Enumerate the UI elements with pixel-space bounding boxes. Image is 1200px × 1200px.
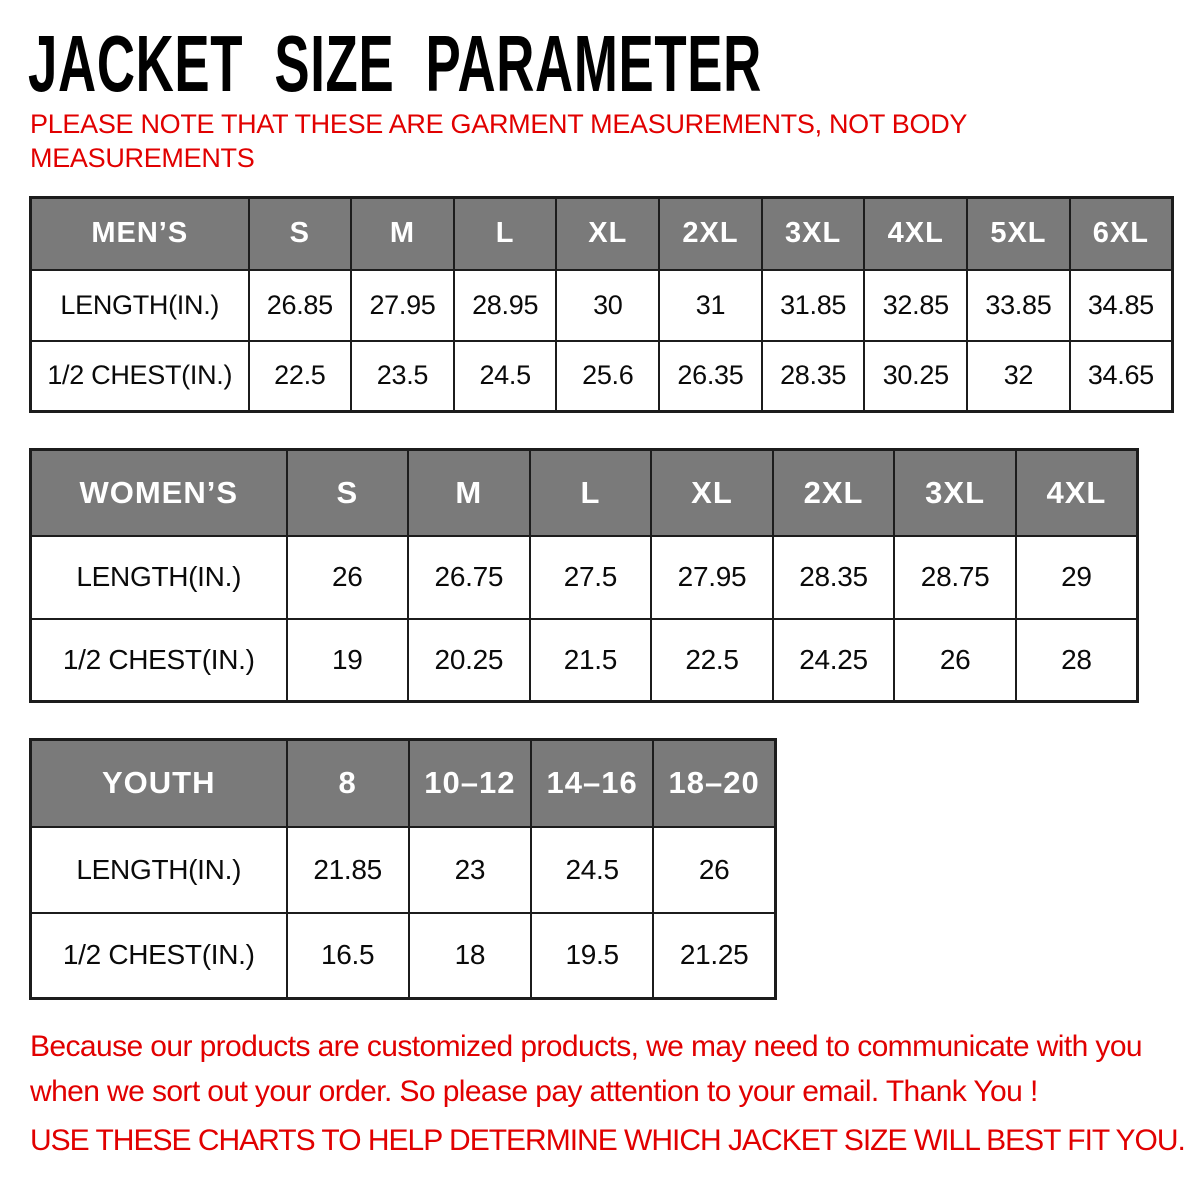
value-cell: 30.25: [864, 341, 967, 412]
value-cell: 23.5: [351, 341, 454, 412]
garment-measurement-note: [30, 108, 967, 176]
value-cell: 26: [894, 619, 1016, 702]
value-cell: 26: [653, 827, 775, 913]
header-row: [31, 450, 1138, 536]
size-header-cell: 3XL: [762, 198, 865, 270]
note-line-1: PLEASE NOTE THAT THESE ARE GARMENT MEASUREMENTS, NOT BODY: [30, 109, 968, 139]
value-cell: 26.35: [659, 341, 762, 412]
value-cell: 32.85: [864, 270, 967, 341]
size-header-cell: 10–12: [409, 740, 531, 827]
size-header-cell: L: [454, 198, 557, 270]
value-cell: 34.65: [1070, 341, 1173, 412]
notice-line-1: Because our products are customized products, we may need to communicate with you: [30, 1030, 1142, 1063]
value-cell: 21.5: [530, 619, 652, 702]
table-row: [31, 827, 776, 913]
header-row: [31, 740, 776, 827]
size-header-cell: S: [249, 198, 352, 270]
value-cell: 31.85: [762, 270, 865, 341]
value-cell: 24.25: [773, 619, 895, 702]
value-cell: 28.35: [762, 341, 865, 412]
value-cell: 29: [1016, 536, 1138, 619]
size-header-cell: S: [287, 450, 409, 536]
group-header-cell: MEN’S: [31, 198, 249, 270]
table-row: [31, 270, 1173, 341]
value-cell: 18: [409, 913, 531, 999]
value-cell: 19: [287, 619, 409, 702]
row-label-cell: 1/2 CHEST(IN.): [31, 913, 287, 999]
womens-size-table: [29, 448, 1139, 703]
row-label-cell: LENGTH(IN.): [31, 270, 249, 341]
header-row: [31, 198, 1173, 270]
note-line-2: MEASUREMENTS: [30, 142, 255, 173]
page-title: JACKET SIZE PARAMETER: [28, 19, 762, 108]
value-cell: 24.5: [454, 341, 557, 412]
custom-order-notice: [30, 1024, 1142, 1114]
value-cell: 19.5: [531, 913, 653, 999]
row-label-cell: 1/2 CHEST(IN.): [31, 619, 287, 702]
size-header-cell: 8: [287, 740, 409, 827]
value-cell: 34.85: [1070, 270, 1173, 341]
size-header-cell: 5XL: [967, 198, 1070, 270]
youth-size-table: [29, 738, 777, 1000]
value-cell: 26: [287, 536, 409, 619]
size-header-cell: M: [351, 198, 454, 270]
table-row: [31, 913, 776, 999]
size-header-cell: XL: [556, 198, 659, 270]
value-cell: 27.95: [651, 536, 773, 619]
value-cell: 22.5: [249, 341, 352, 412]
value-cell: 27.95: [351, 270, 454, 341]
value-cell: 32: [967, 341, 1070, 412]
size-header-cell: 18–20: [653, 740, 775, 827]
row-label-cell: LENGTH(IN.): [31, 536, 287, 619]
value-cell: 28: [1016, 619, 1138, 702]
value-cell: 24.5: [531, 827, 653, 913]
size-header-cell: L: [530, 450, 652, 536]
value-cell: 28.75: [894, 536, 1016, 619]
size-header-cell: 14–16: [531, 740, 653, 827]
chart-usage-callout: USE THESE CHARTS TO HELP DETERMINE WHICH JACKET SIZE WILL BEST FIT YOU.: [30, 1124, 1185, 1157]
size-header-cell: M: [408, 450, 530, 536]
table-row: [31, 536, 1138, 619]
value-cell: 25.6: [556, 341, 659, 412]
size-header-cell: 6XL: [1070, 198, 1173, 270]
mens-size-table: [29, 196, 1174, 413]
value-cell: 31: [659, 270, 762, 341]
value-cell: 16.5: [287, 913, 409, 999]
value-cell: 28.35: [773, 536, 895, 619]
value-cell: 26.85: [249, 270, 352, 341]
size-header-cell: 3XL: [894, 450, 1016, 536]
value-cell: 23: [409, 827, 531, 913]
group-header-cell: WOMEN’S: [31, 450, 287, 536]
value-cell: 21.25: [653, 913, 775, 999]
size-header-cell: XL: [651, 450, 773, 536]
value-cell: 27.5: [530, 536, 652, 619]
size-header-cell: 2XL: [773, 450, 895, 536]
value-cell: 22.5: [651, 619, 773, 702]
value-cell: 33.85: [967, 270, 1070, 341]
notice-line-2: when we sort out your order. So please pay attention to your email. Thank You !: [30, 1075, 1038, 1108]
group-header-cell: YOUTH: [31, 740, 287, 827]
value-cell: 28.95: [454, 270, 557, 341]
value-cell: 21.85: [287, 827, 409, 913]
row-label-cell: LENGTH(IN.): [31, 827, 287, 913]
value-cell: 30: [556, 270, 659, 341]
table-row: [31, 619, 1138, 702]
value-cell: 26.75: [408, 536, 530, 619]
table-row: [31, 341, 1173, 412]
size-header-cell: 2XL: [659, 198, 762, 270]
size-header-cell: 4XL: [1016, 450, 1138, 536]
size-header-cell: 4XL: [864, 198, 967, 270]
value-cell: 20.25: [408, 619, 530, 702]
row-label-cell: 1/2 CHEST(IN.): [31, 341, 249, 412]
